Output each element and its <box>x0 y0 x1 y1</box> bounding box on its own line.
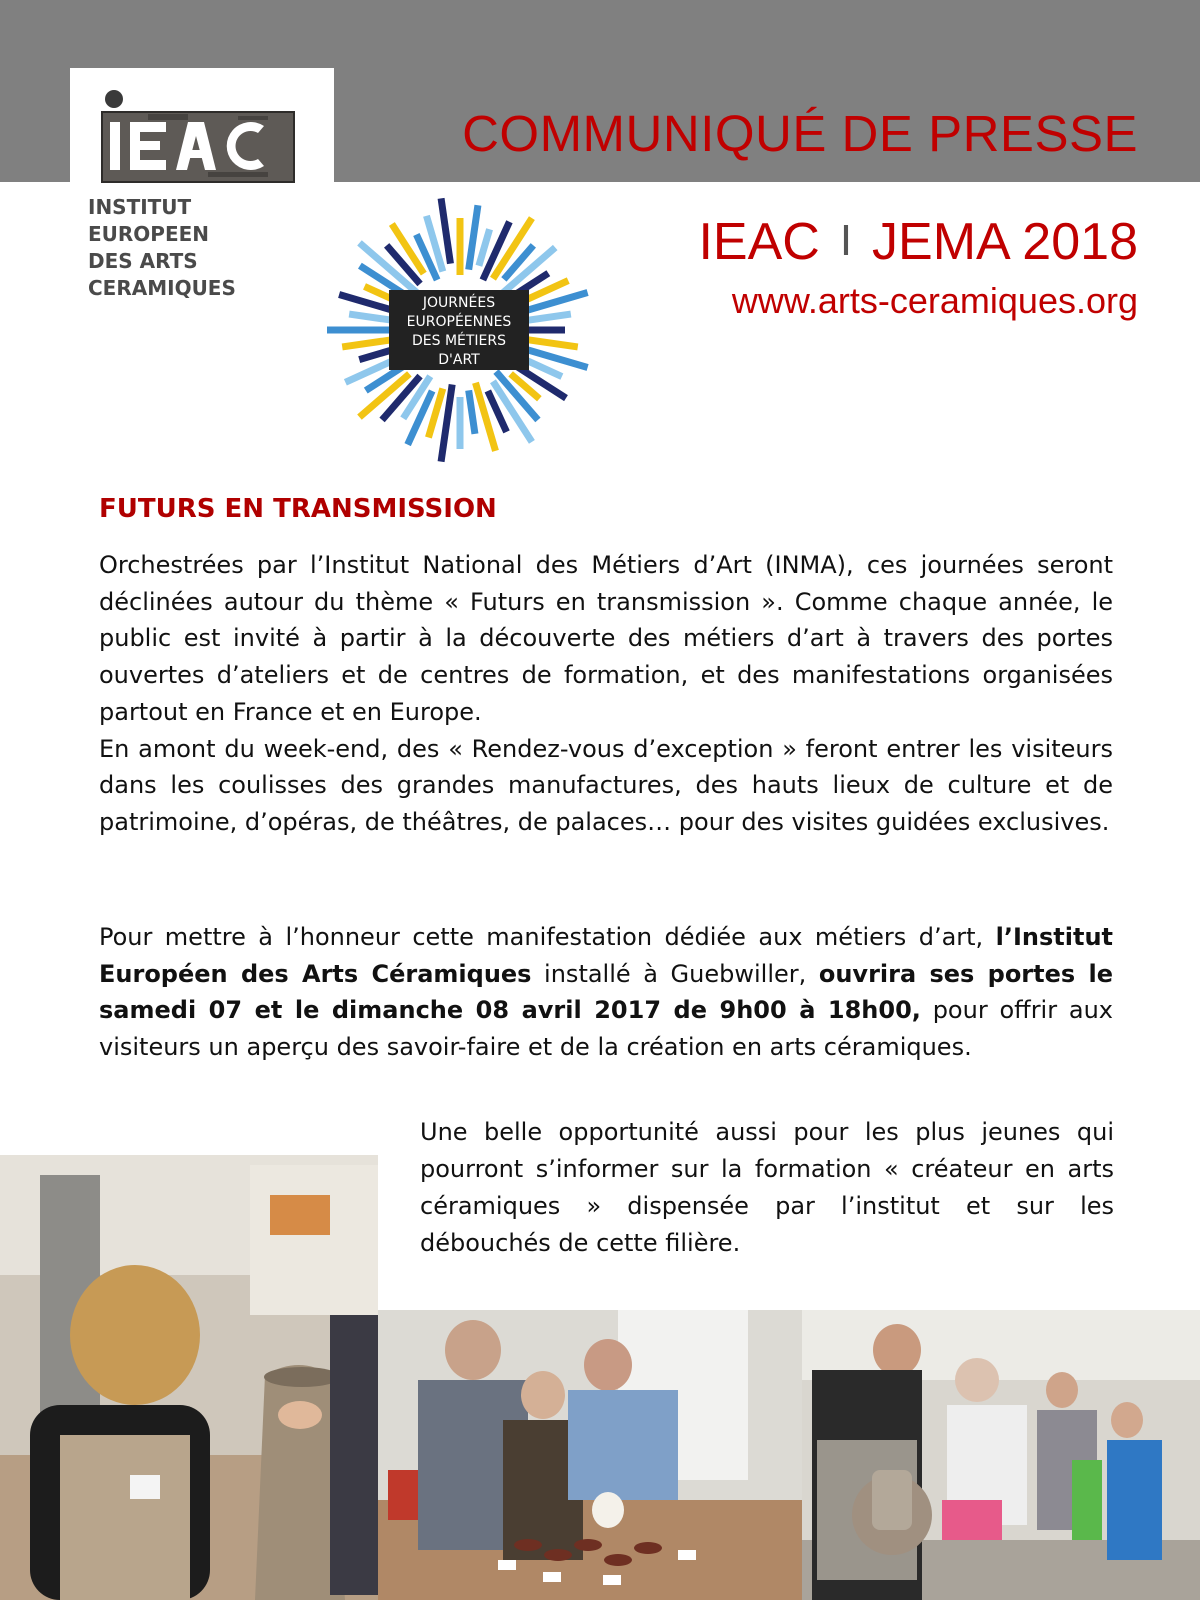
logo-line: CERAMIQUES <box>88 276 236 300</box>
ieac-logo <box>70 68 334 320</box>
ieac-logo-text <box>88 194 288 302</box>
text-run: pour offrir aux visiteurs un aperçu des savoir-faire et de la création en arts céramiques. <box>99 996 1113 1062</box>
institute-name: l’Institut Européen des Arts Céramiques <box>99 923 1113 988</box>
jema-logo-line: JOURNÉES <box>422 295 496 311</box>
logo-line: INSTITUT <box>88 195 192 219</box>
jema-burst-ray <box>441 198 450 263</box>
photo-visitors-table <box>378 1310 802 1600</box>
jema-burst-ray <box>469 205 478 269</box>
text-run: installé à Guebwiller, <box>531 959 819 988</box>
paragraph-open-days <box>99 919 1113 1066</box>
event-title-separator: I <box>839 216 853 265</box>
jema-burst-ray <box>479 229 490 265</box>
text-run: Pour mettre à l’honneur cette manifestation dédiée aux métiers d’art, <box>99 923 996 951</box>
article-body-open-days <box>99 919 1113 1066</box>
jema-logo-line: D'ART <box>438 352 480 368</box>
paragraph-intro: Orchestrées par l’Institut National des Métiers d’Art (INMA), ces journées seront déclinées autour du thème « Futurs en transmission ». Comme chaque année, le public est invité à partir à la découverte des métiers d’art à travers des portes ouvertes d’ateliers et de centres de formation, et des manifestations organisées partout en France et en Europe. <box>99 551 1113 726</box>
ieac-wordmark-graphic <box>88 80 298 190</box>
logo-line: DES ARTS <box>88 249 198 273</box>
jema-burst-ray <box>349 314 394 320</box>
event-title-right: JEMA 2018 <box>872 213 1138 271</box>
paragraph-rendezvous: En amont du week-end, des « Rendez-vous d’exception » feront entrer les visiteurs dans les coulisses des grandes manufactures, des hauts lieux de culture et de patrimoine, d’opéras, de théâtres, de palaces… pour des visites guidées exclusives. <box>99 734 1113 836</box>
photo-potter-vessel <box>0 1155 378 1600</box>
article-body <box>99 547 1113 841</box>
jema-logo-line: DES MÉTIERS <box>411 333 507 349</box>
opening-dates: ouvrira ses portes le samedi 07 et le dimanche 08 avril 2017 de 9h00 à 18h00, <box>99 959 1113 1025</box>
paragraph-youth: Une belle opportunité aussi pour les plus jeunes qui pourront s’informer sur la formation « créateur en arts céramiques » dispensée par l’institut et sur les débouchés de cette filière. <box>420 1118 1114 1257</box>
press-release-title: COMMUNIQUÉ DE PRESSE <box>462 105 1138 162</box>
event-title-left: IEAC <box>698 213 820 271</box>
jema-logo-line: EUROPÉENNES <box>406 314 512 330</box>
article-heading: FUTURS EN TRANSMISSION <box>99 494 497 524</box>
logo-line: EUROPEEN <box>88 222 210 246</box>
website-link[interactable]: www.arts-ceramiques.org <box>731 280 1138 321</box>
jema-burst-ray <box>469 390 475 434</box>
jema-logo <box>315 193 605 478</box>
photo-wheel-demonstration <box>802 1310 1200 1600</box>
event-title <box>698 212 1138 272</box>
